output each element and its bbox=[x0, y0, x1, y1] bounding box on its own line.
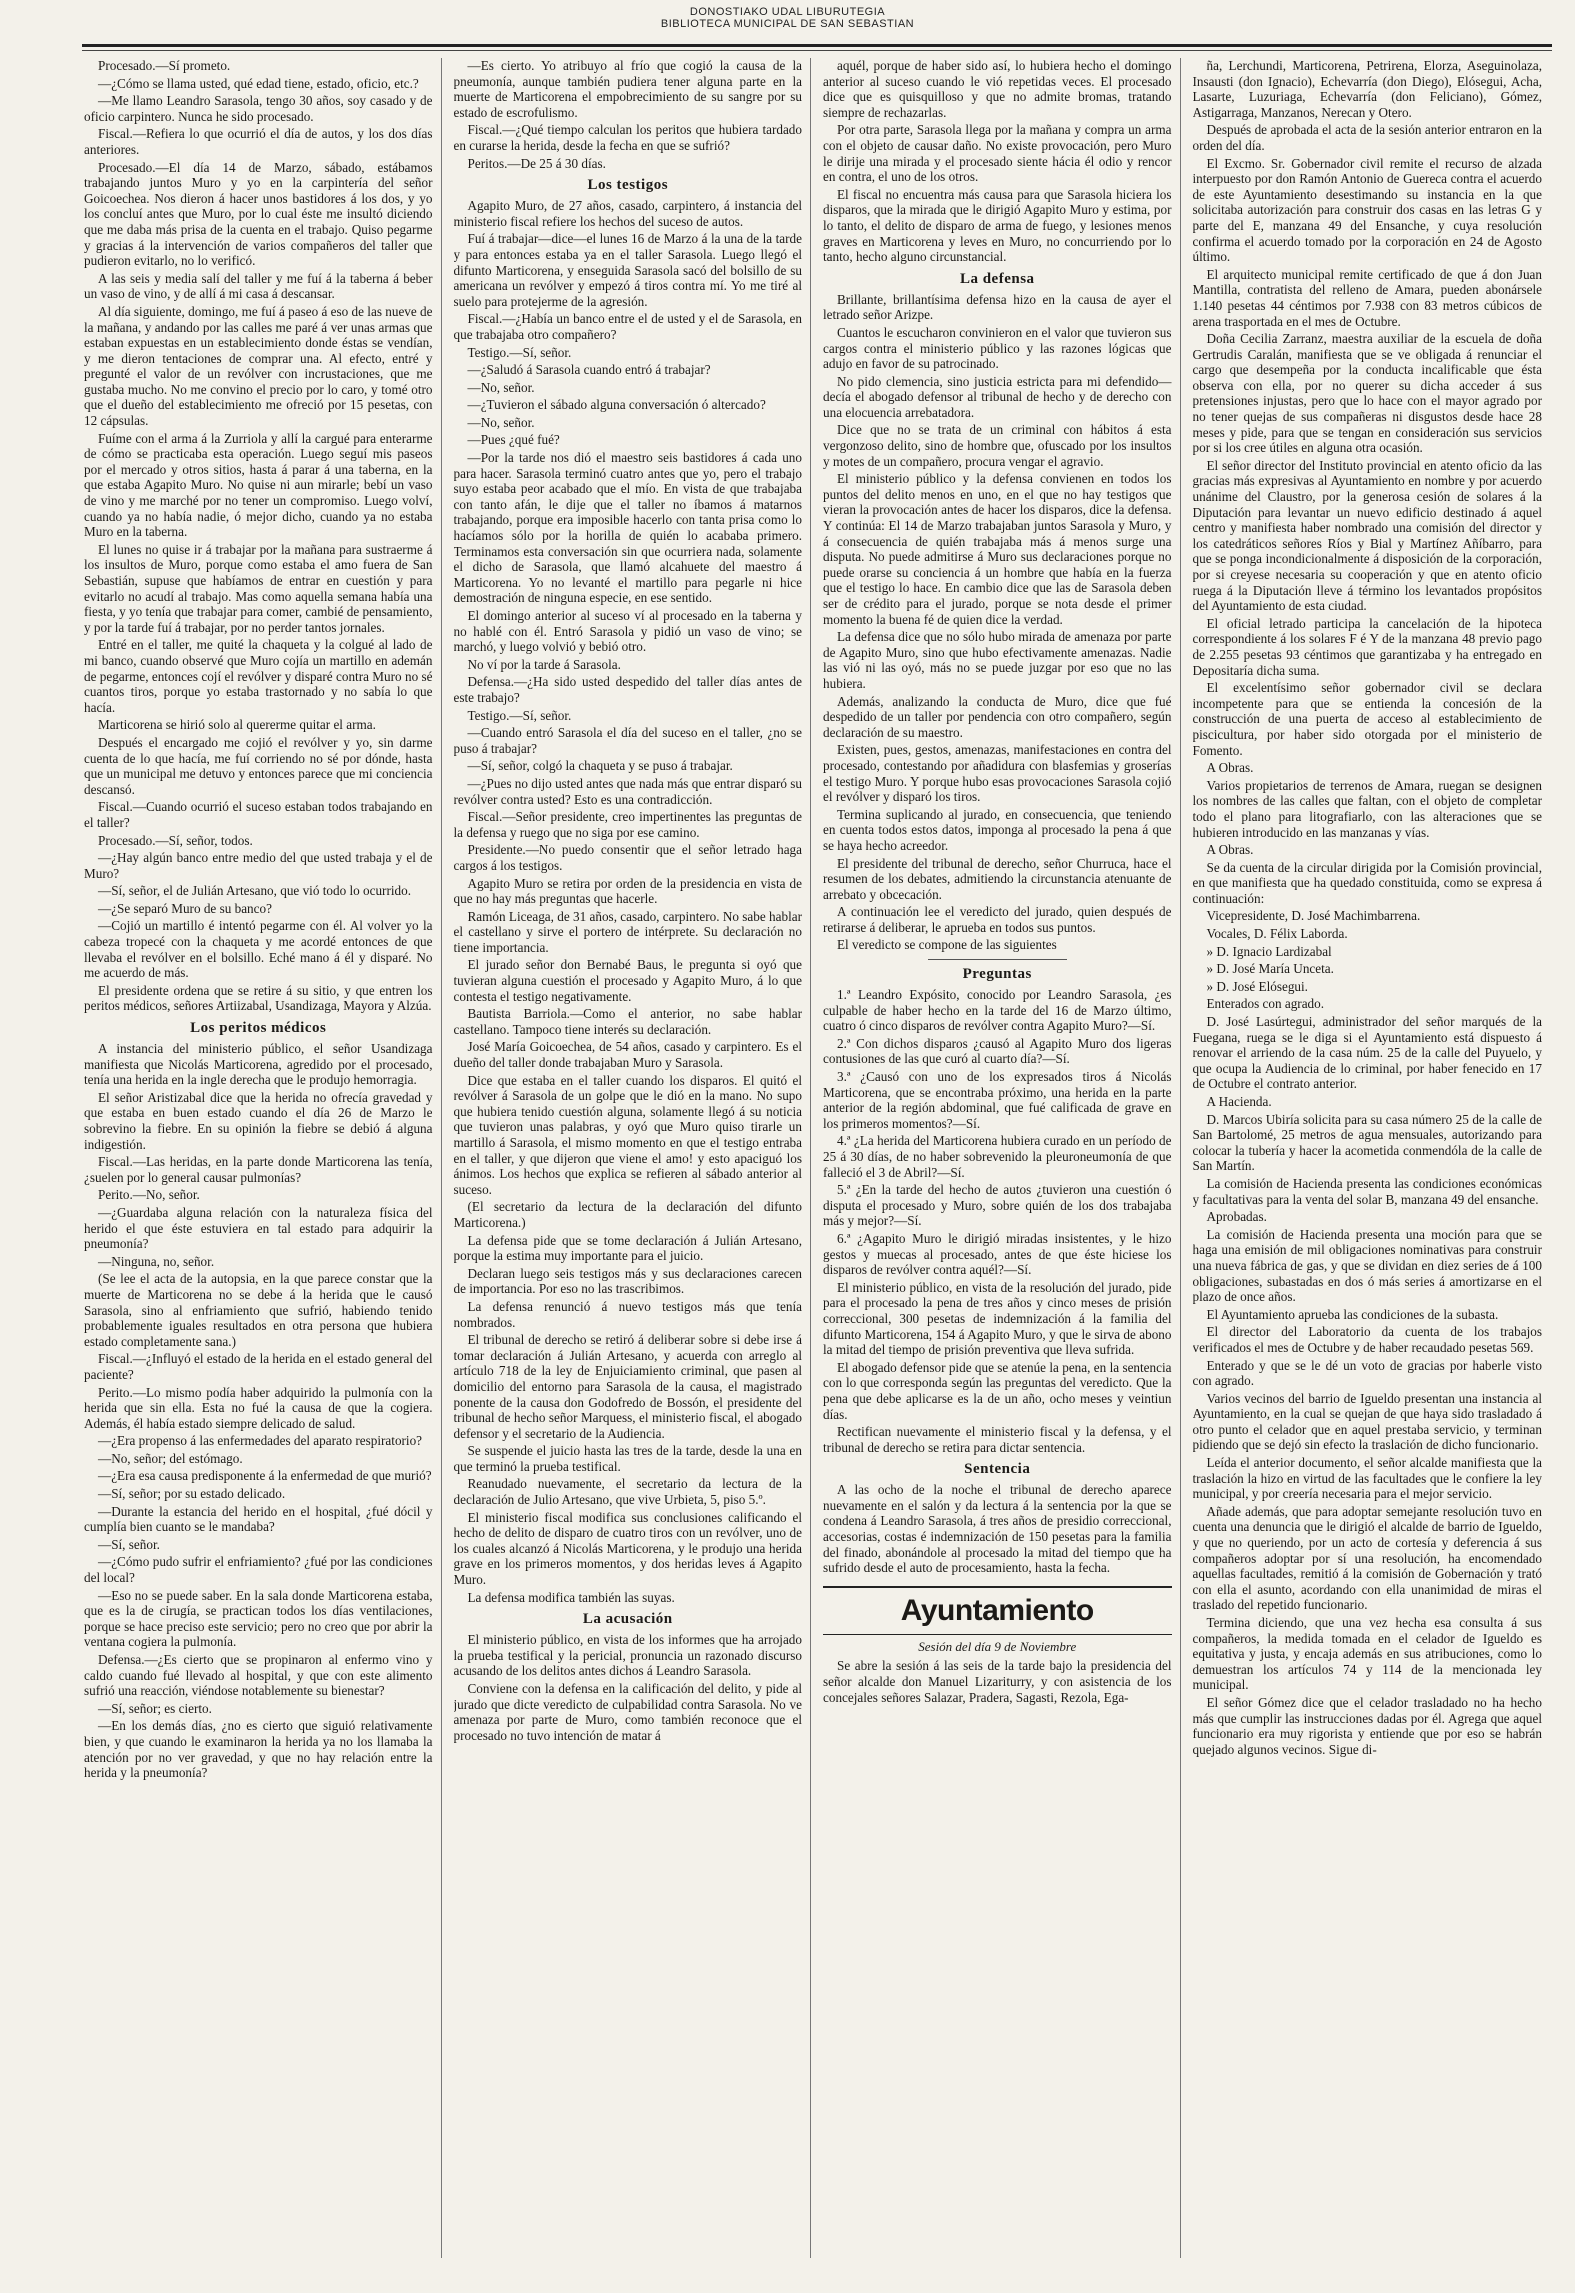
paragraph: —Pues ¿qué fué? bbox=[467, 432, 560, 448]
paragraph: Perito.—No, señor. bbox=[98, 1187, 200, 1203]
paragraph: Ramón Liceaga, de 31 años, casado, carpintero. No sabe hablar el castellano y sirve el portero de intérprete. Su declaración no tiene importancia. bbox=[453, 908, 802, 955]
paragraph: 2.ª Con dichos disparos ¿causó al Agapito Muro dos ligeras contusiones de las que curó al cuarto día?—Sí. bbox=[823, 1035, 1172, 1067]
paragraph: Termina suplicando al jurado, en consecuencia, que teniendo en cuenta todos estos datos, imponga al procesado la pena á que se haya hecho acreedor. bbox=[823, 806, 1172, 853]
paragraph: —Sí, señor; es cierto. bbox=[98, 1700, 212, 1716]
paragraph: Testigo.—Sí, señor. bbox=[467, 707, 572, 723]
paragraph: Perito.—Lo mismo podía haber adquirido la pulmonía con la herida que sin ella. Esta no fué la causa de que la cogiera. Además, él había estado siempre delicado de salud. bbox=[84, 1384, 433, 1431]
paragraph: » D. José Elósegui. bbox=[1206, 978, 1308, 994]
paragraph: Enterado y que se le dé un voto de gracias por haberle visto con agrado. bbox=[1192, 1357, 1542, 1389]
paragraph: (Se lee el acta de la autopsia, en la que parece constar que la muerte de Marticorena no se debe á la herida que le causó Sarasola, sino al enfriamiento que sufrió, habiendo tenido probablemente iguales resultados en otra persona que hubiera estado completamente sana.) bbox=[84, 1271, 433, 1349]
paragraph: Se da cuenta de la circular dirigida por la Comisión provincial, en que manifiesta que ha quedado constituida, como se expresa á continuación: bbox=[1192, 859, 1542, 906]
paragraph: Defensa.—¿Es cierto que se propinaron al enfermo vino y caldo cuando fué llevado al hospital, y que con este alimento sufrió una reacción, viéndose notablemente su bienestar? bbox=[84, 1652, 433, 1699]
paragraph: —Cuando entró Sarasola el día del suceso en el taller, ¿no se puso á trabajar? bbox=[453, 725, 802, 756]
paragraph: A Obras. bbox=[1206, 842, 1254, 858]
paragraph: 6.ª ¿Agapito Muro le dirigió miradas insistentes, y le hizo gestos y muecas al procesado, antes de que éste hiciese los disparos de revólver contra aquél?—Sí. bbox=[823, 1230, 1172, 1278]
paragraph: La defensa modifica también las suyas. bbox=[467, 1589, 675, 1605]
paragraph: El ministerio público y la defensa convienen en todos los puntos del delito menos en uno, en el que no hay testigos que vieran la provocación antes de hacer los disparos, dice la defensa. Y continúa: El 14 de Marzo trabajaban juntos Sarasola y Muro, y á consecuencia de quién trabajaba más á menos surge una disputa. No puede admitirse á Muro sus declaraciones porque no puede orarse su conciencia á un hombre que había en la fuerza que el testigo lo hace. En cambio dice que las de Sarasola deben ser de crédito para el jurado, porque se nota desde el primer momento la buena fé de quien dice la verdad. bbox=[823, 471, 1172, 627]
paragraph: Reanudado nuevamente, el secretario da lectura de la declaración de Julio Artesano, que vive Urbieta, 5, piso 5.º. bbox=[453, 1476, 802, 1508]
paragraph: Fiscal.—Señor presidente, creo impertinentes las preguntas de la defensa y ruego que no siga por ese camino. bbox=[453, 809, 802, 840]
section-heading: Preguntas bbox=[962, 966, 1032, 983]
paragraph: Fiscal.—Cuando ocurrió el suceso estaban todos trabajando en el taller? bbox=[84, 799, 433, 830]
column-3 bbox=[823, 58, 1181, 2258]
paragraph: El lunes no quise ir á trabajar por la mañana para sustraerme á los insultos de Muro, porque como estaba el amo fuera de San Sebastián, supuse que habíamos de entrar en cuestión y para evitarlo no acudí al trabajo. Mas como aquella semana había una fiesta, y yo tenía que trabajar para comer, cambié de pensamiento, y por la tarde fuí á trabajar, por no perder tantos jornales. bbox=[84, 541, 433, 635]
session-date: Sesión del día 9 de Noviembre bbox=[918, 1638, 1077, 1654]
paragraph: Varios vecinos del barrio de Igueldo presentan una instancia al Ayuntamiento, en la cual se quejan de que haya sido trasladado á otro punto el celador que en aquel prestaba servicio, y terminan pidiendo que se dejó sin efecto la traslación de dicho funcionario. bbox=[1192, 1390, 1542, 1453]
paragraph: La defensa renunció á nuevo testigos más que tenía nombrados. bbox=[453, 1298, 802, 1330]
paragraph: —¿Cómo pudo sufrir el enfriamiento? ¿fué por las condiciones del local? bbox=[84, 1554, 433, 1586]
paragraph: Además, analizando la conducta de Muro, dice que fué despedido de un taller por pendencia con otro compañero, según declaración de su maestro. bbox=[823, 693, 1172, 740]
column-4 bbox=[1193, 58, 1551, 2258]
paragraph: —Es cierto. Yo atribuyo al frío que cogió la causa de la pneumonía, aunque también pudiera tener alguna parte en la muerte de Marticorena el empobrecimiento de su sangre por su estado de escrofulismo. bbox=[453, 58, 802, 120]
stamp-line-1: DONOSTIAKO UDAL LIBURUTEGIA bbox=[689, 6, 886, 18]
paragraph: El ministerio público, en vista de la resolución del jurado, pide para el procesado la pena de tres años y cinco meses de prisión correccional, 300 pesetas de indemnización á la familia del difunto Marticorena, 154 á Agapito Muro, y que le sirva de abono la mitad del tiempo de prisión preventiva que lleva sufrida. bbox=[823, 1279, 1172, 1358]
paragraph: La defensa pide que se tome declaración á Julián Artesano, porque la estima muy importante para el juicio. bbox=[453, 1232, 802, 1264]
paragraph: —Cojió un martillo é intentó pegarme con él. Al volver yo la cabeza tropecé con la chaqueta y me acordé entonces de que llevaba el revólver en el bolsillo. Eché mano á él y disparé. No me acuerdo de más. bbox=[84, 918, 433, 981]
paragraph: El tribunal de derecho se retiró á deliberar sobre si debe irse á tomar declaración á Julián Artesano, y acuerda con arreglo al artículo 718 de la ley de Enjuiciamiento criminal, que pasen al domicilio del entorno para Sarasola de la causa, el magistrado ponente de la causa don Godofredo de Bossón, el presidente del tribunal de hecho señor Marquess, el ministerio fiscal, el abogado defensor y el secretario de la Audiencia. bbox=[453, 1332, 802, 1441]
paragraph: El Ayuntamiento aprueba las condiciones de la subasta. bbox=[1206, 1306, 1499, 1322]
paragraph: Aprobadas. bbox=[1206, 1209, 1267, 1225]
paragraph: Por otra parte, Sarasola llega por la mañana y compra un arma con el objeto de causar daño. No existe provocación, pero Muro le dirije una mirada y el procesado siente hácia él odio y rencor en contra, el uno de los otros. bbox=[823, 122, 1172, 185]
paragraph: 5.ª ¿En la tarde del hecho de autos ¿tuvieron una cuestión ó disputa el procesado y Muro, sobre quién de los dos trabajaba más y mejor?—Sí. bbox=[823, 1182, 1172, 1229]
paragraph: Fiscal.—¿Influyó el estado de la herida en el estado general del paciente? bbox=[84, 1351, 433, 1382]
paragraph: El ministerio público, en vista de los informes que ha arrojado la prueba testifical y la pericial, pronuncia un razonado discurso acusando de los delitos antes dichos á Leandro Sarasola. bbox=[453, 1632, 802, 1679]
separator bbox=[928, 959, 1067, 960]
paragraph: Fiscal.—¿Había un banco entre el de usted y el de Sarasola, en que trabajaba otro compañero? bbox=[453, 311, 802, 342]
paragraph: —No, señor. bbox=[467, 414, 535, 430]
paragraph: La defensa dice que no sólo hubo mirada de amenaza por parte de Agapito Muro, sino que hubo efectivamente amenazas. Nadie las vió ni las oyó, más no se puede juzgar por eso que no las hubiera. bbox=[823, 629, 1172, 691]
paragraph: José María Goicoechea, de 54 años, casado y carpintero. Es el dueño del taller donde trabajaban Muro y Sarasola. bbox=[453, 1039, 802, 1071]
paragraph: Procesado.—Sí prometo. bbox=[98, 58, 231, 73]
paragraph: A Obras. bbox=[1206, 760, 1254, 776]
paragraph: A las seis y media salí del taller y me fuí á la taberna á beber un vaso de vino, y de allí á mi casa á descansar. bbox=[84, 270, 433, 302]
paragraph: No pido clemencia, sino justicia estricta para mi defendido—decía el abogado defensor al tribunal de hecho y de derecho con una elocuencia arrebatadora. bbox=[823, 373, 1172, 420]
paragraph: Brillante, brillantísima defensa hizo en la causa de ayer el letrado señor Arizpe. bbox=[823, 291, 1172, 323]
paragraph: Existen, pues, gestos, amenazas, manifestaciones en contra del procesado, contestando por añadidura con blasfemias y groserías el testigo Muro. Y porque hubo esas provocaciones Sarasola cojió el revólver y disparó los tiros. bbox=[823, 742, 1172, 805]
paragraph: Fuíme con el arma á la Zurriola y allí la cargué para enterarme de cómo se practicaba esta operación. Luego seguí mis paseos por el mercado y otros sitios, hasta á parar á una taberna, en la que estaba Agapito Muro. No quise ni aun mirarle; bebí un vaso de vino y me marché por no tener un compromiso. Luego volví, cuando ya no había nadie, ó mejor dicho, cuando ya no estaba Muro en la taberna. bbox=[84, 430, 433, 540]
paragraph: —Me llamo Leandro Sarasola, tengo 30 años, soy casado y de oficio carpintero. Nunca he sido procesado. bbox=[84, 93, 433, 124]
paragraph: A instancia del ministerio público, el señor Usandizaga manifiesta que Nicolás Marticorena, agredido por el procesado, tenía una herida en la ingle derecha que le produjo hemorragia. bbox=[84, 1041, 433, 1088]
paragraph: Dice que estaba en el taller cuando los disparos. El quitó el revólver á Sarasola de un golpe que le dió en la mano. No supo que hubiera tenido cuestión alguna, solamente llegó á su noticia que tuvieron unas palabras, y oyó que Muro quiso tirarle un martillo á Sarasola, el mismo momento en que el testigo entraba en el taller, y que dijeron que viene el amo! y esto apaciguó los ánimos. Los hechos que explica se refieren al sábado anterior al suceso. bbox=[453, 1072, 802, 1197]
paragraph: —¿Guardaba alguna relación con la naturaleza física del herido el que éste estuviera en tal estado para adquirir la pneumonía? bbox=[84, 1204, 433, 1252]
paragraph: (El secretario da lectura de la declaración del difunto Marticorena.) bbox=[453, 1199, 802, 1230]
paragraph: D. José Lasúrtegui, administrador del señor marqués de la Fuegana, ruega se le diga si el Ayuntamiento está dispuesto á renovar el arriendo de la casa núm. 25 de la calle del Puyuelo, y que ocupa la Audiencia de lo criminal, por haber fenecido en 17 de Octubre el contrato anterior. bbox=[1192, 1014, 1542, 1092]
paragraph: Al día siguiente, domingo, me fuí á paseo á eso de las nueve de la mañana, y andando por las calles me paré á ver unas armas que estaban expuestas en un establecimiento donde éstas se vendían, y me dieron tentaciones de comprar una. Al efecto, entré y pregunté el valor de un revólver con incrustaciones, que me gustaba mucho. No me convino el precio por lo caro, y tomé otro que el dueño del establecimiento me ofreció por 15 pesetas, con 12 cápsulas. bbox=[84, 303, 433, 429]
paragraph: Fuí á trabajar—dice—el lunes 16 de Marzo á la una de la tarde y para entonces estaba ya en el taller Sarasola. Luego llegó el difunto Marticorena, y enseguida Sarasola sacó del bolsillo de su americana un revólver y empezó á tiros contra mí. Yo me tiré al suelo para protejerme de la agresión. bbox=[453, 231, 802, 309]
paragraph: 1.ª Leandro Expósito, conocido por Leandro Sarasola, ¿es culpable de haber hecho en la tarde del 16 de Marzo último, cuatro ó cinco disparos de revólver contra Agapito Muro?—Sí. bbox=[823, 987, 1172, 1034]
paragraph: Cuantos le escucharon convinieron en el valor que tuvieron sus cargos contra el ministerio público y las razones lógicas que adujo en favor de su patrocinado. bbox=[823, 324, 1172, 372]
paragraph: —Sí, señor, el de Julián Artesano, que vió todo lo ocurrido. bbox=[98, 883, 411, 899]
paragraph: Después de aprobada el acta de la sesión anterior entraron en la orden del día. bbox=[1192, 122, 1542, 153]
paragraph: El oficial letrado participa la cancelación de la hipoteca correspondiente á los solares F é Y de la manzana 48 previo pago de 2.255 pesetas 93 céntimos que garantizaba y ha entregado en Depositaría dicha suma. bbox=[1192, 615, 1542, 678]
paragraph: El Excmo. Sr. Gobernador civil remite el recurso de alzada interpuesto por don Ramón Antonio de Guereca contra el acuerdo de este Ayuntamiento desestimando su instancia en la que solicitaba autorización para construir dos casas en las letras G y parte del E, manzana 49 del Ensanche, y cuya resolución confirma el acuerdo tomado por la corporación en 24 de Agosto último. bbox=[1192, 155, 1542, 265]
paragraph: —En los demás días, ¿no es cierto que siguió relativamente bien, y que cuando le examinaron la herida ya no los llamaba la atención por no ver gravedad, y que no hay relación entre la herida y la pneumonía? bbox=[84, 1718, 433, 1781]
paragraph: Termina diciendo, que una vez hecha esa consulta á sus compañeros, la medida tomada en el celador de Igueldo es equitativa y justa, y encaja además en sus atribuciones, como lo demuestran los artículos 74 y 114 de la mencionada ley municipal. bbox=[1192, 1615, 1542, 1693]
ayuntamiento-title: Ayuntamiento bbox=[823, 1586, 1172, 1635]
top-rule bbox=[82, 44, 1552, 47]
paragraph: Procesado.—Sí, señor, todos. bbox=[98, 832, 253, 848]
library-stamp bbox=[0, 6, 1575, 30]
paragraph: Conviene con la defensa en la calificación del delito, y pide al jurado que dicte veredicto de culpabilidad contra Sarasola. No ve amenaza por parte de Muro, como también reconoce que el procesado no tuvo intención de matar á bbox=[453, 1681, 802, 1743]
paragraph: —¿Pues no dijo usted antes que nada más que entrar disparó su revólver contra usted? Esto es una contradicción. bbox=[453, 775, 802, 807]
section-heading: Los testigos bbox=[587, 177, 669, 194]
paragraph: El presidente ordena que se retire á su sitio, y que entren los peritos médicos, señores Artiizabal, Usandizaga, Mayora y Alzúa. bbox=[84, 982, 433, 1014]
paragraph: Se suspende el juicio hasta las tres de la tarde, desde la una en que terminó la prueba testifical. bbox=[453, 1443, 802, 1474]
paragraph: Defensa.—¿Ha sido usted despedido del taller días antes de este trabajo? bbox=[453, 674, 802, 705]
section-heading: La acusación bbox=[582, 1611, 673, 1628]
paragraph: Se abre la sesión á las seis de la tarde bajo la presidencia del señor alcalde don Manuel Lizariturry, y con asistencia de los concejales señores Salazar, Pradera, Sagasti, Rezola, Ega- bbox=[823, 1658, 1172, 1705]
paragraph: La comisión de Hacienda presenta una moción para que se haga una emisión de mil obligaciones nominativas para construir una nueva fábrica de gas, y que se dividan en diez series de á 100 obligaciones, subastadas en dos ó más series á amortizarse en el plazo de once años. bbox=[1192, 1226, 1542, 1305]
paragraph: El arquitecto municipal remite certificado de que á don Juan Mantilla, contratista del relleno de Amara, pueden abonársele 1.140 pesetas 44 céntimos por 7.938 con 83 metros cúbicos de arena trasportada en el mes de Octubre. bbox=[1192, 266, 1542, 329]
paragraph: Doña Cecilia Zarranz, maestra auxiliar de la escuela de doña Gertrudis Caralán, manifiesta que se ve obligada á renunciar el cargo que desempeña por la conducta incalificable que ésta observa con ella, por no querer su dicha acceder á sus pretensiones injustas, pero que lo hace con el mayor agrado por no tener quejas de sus compañeras ni disgustos desde hace 28 meses y pide, para que se tengan en consideración sus servicios por si los cree útiles en alguna otra ocasión. bbox=[1192, 331, 1542, 456]
paragraph: Presidente.—No puedo consentir que el señor letrado haga cargos á los testigos. bbox=[453, 842, 802, 873]
paragraph: Agapito Muro, de 27 años, casado, carpintero, á instancia del ministerio fiscal refiere los hechos del suceso de autos. bbox=[453, 198, 802, 229]
paragraph: Dice que no se trata de un criminal con hábitos á esta vergonzoso delito, sino de hombre que, ofuscado por los insultos y motes de un compañero, procura vengar el agravio. bbox=[823, 422, 1172, 469]
paragraph: El señor Gómez dice que el celador trasladado no ha hecho más que cumplir las instrucciones dadas por él. Agrega que aquel funcionario era muy rigorista y entiende que por eso se habrán quejado algunos vecinos. Sigue di- bbox=[1192, 1694, 1542, 1757]
top-rule-thin bbox=[82, 50, 1552, 51]
paragraph: El veredicto se compone de las siguientes bbox=[837, 937, 1057, 953]
paragraph: Varios propietarios de terrenos de Amara, ruegan se designen los nombres de las calles que faltan, con el objeto de completar todo el plano para litografiarlo, con las alteraciones que se hubieren introducido en las manzanas y vías. bbox=[1192, 777, 1542, 840]
newspaper-columns bbox=[84, 58, 1550, 2258]
paragraph: Fiscal.—¿Qué tiempo calculan los peritos que hubiera tardado en curarse la herida, desde la fecha en que se sufrió? bbox=[453, 122, 802, 153]
paragraph: —¿Era esa causa predisponente á la enfermedad de que murió? bbox=[98, 1468, 432, 1484]
column-1 bbox=[84, 58, 442, 2258]
paragraph: —Sí, señor. bbox=[98, 1536, 160, 1552]
paragraph: El ministerio fiscal modifica sus conclusiones calificando el hecho de delito de disparo de cuatro tiros con un revólver, uno de los cuales alcanzó á Nicolás Marticorena, y le produjo una herida grave en los primeros momentos, y dos heridas leves á Agapito Muro. bbox=[453, 1509, 802, 1588]
paragraph: —Por la tarde nos dió el maestro seis bastidores á cada uno para hacer. Sarasola terminó cuatro antes que yo, pero el trabajo suyo estaba peor acabado que el mío. En vista de que trabajaba con tanto afán, le dije que el taller no íbamos á matarnos trabajando, porque era imposible hacerlo con tanta prisa como lo hacíamos sólo por la horilla de quién lo acababa primero. Terminamos esta conversación sin que ocurriera nada, solamente el dicho de Sarasola, que llamó alcahuete del maestro á Marticorena. Yo no levanté el martillo para pegarle ni hice demostración de ninguna especie, en ese sentido. bbox=[453, 450, 802, 606]
paragraph: Vicepresidente, D. José Machimbarrena. bbox=[1206, 908, 1421, 924]
paragraph: Entré en el taller, me quité la chaqueta y la colgué al lado de mi banco, cuando observé que Muro cojía un martillo en ademán de pegarme, entonces cojí el revólver y disparé contra Muro no sé cuantos tiros, porque yo estaba trastornado y no sabía lo que hacía. bbox=[84, 637, 433, 715]
paragraph: Bautista Barriola.—Como el anterior, no sabe hablar castellano. Tampoco tiene interés su declaración. bbox=[453, 1006, 802, 1037]
paragraph: —No, señor; del estómago. bbox=[98, 1450, 243, 1466]
paragraph: —Ninguna, no, señor. bbox=[98, 1253, 215, 1269]
paragraph: Fiscal.—Refiera lo que ocurrió el día de autos, y los dos días anteriores. bbox=[84, 126, 433, 157]
paragraph: Fiscal.—Las heridas, en la parte donde Marticorena las tenía, ¿suelen por lo general causar pulmonías? bbox=[84, 1154, 433, 1185]
paragraph: El jurado señor don Bernabé Baus, le pregunta si oyó que tuvieran alguna cuestión el procesado y Agapito Muro, á lo que contesta el testigo negativamente. bbox=[453, 957, 802, 1004]
paragraph: El presidente del tribunal de derecho, señor Churruca, hace el resumen de los debates, admitiendo la circunstancia atenuante de arrebato y obcecación. bbox=[823, 855, 1172, 902]
section-heading: Sentencia bbox=[964, 1461, 1031, 1478]
paragraph: —¿Hay algún banco entre medio del que usted trabaja y el de Muro? bbox=[84, 850, 433, 881]
paragraph: 4.ª ¿La herida del Marticorena hubiera curado en un período de 25 á 30 días, de no haber sobrevenido la pleuroneumonía de que falleció el 3 de Abril?—Sí. bbox=[823, 1133, 1172, 1180]
section-heading: La defensa bbox=[959, 270, 1035, 287]
paragraph: El abogado defensor pide que se atenúe la pena, en la sentencia con lo que corresponda según las preguntas del veredicto. Que la pena que debe aplicarse es la de un año, ocho meses y veintiun días. bbox=[823, 1359, 1172, 1422]
paragraph: La comisión de Hacienda presenta las condiciones económicas y facultativas para la venta del solar B, manzana 49 del ensanche. bbox=[1192, 1175, 1542, 1207]
paragraph: Testigo.—Sí, señor. bbox=[467, 344, 572, 360]
paragraph: Vocales, D. Félix Laborda. bbox=[1206, 926, 1348, 942]
paragraph: El señor director del Instituto provincial en atento oficio da las gracias más expresivas al Ayuntamiento en nombre y por acuerdo unánime del Claustro, por la generosa cesión de solares á la Diputación para levantar un nuevo edificio destinado á aquel centro y manifiesta haber nombrado una comisión del director y los catedráticos señores Ríos y Bial y Martínez Añíbarro, para que se ponga incondicionalmente á disposición de la corporación, por si creyese necesaria su cooperación y que en atento oficio ruega á la Diputación lleve á término los levantados propósitos del Ayuntamiento de esta ciudad. bbox=[1192, 457, 1542, 614]
paragraph: aquél, porque de haber sido así, lo hubiera hecho el domingo anterior al suceso cuando le vió repetidas veces. El procesado dice que es quisquilloso y que no admite bromas, tratando siempre de rechazarlas. bbox=[823, 58, 1172, 120]
paragraph: —No, señor. bbox=[467, 379, 535, 395]
paragraph: 3.ª ¿Causó con uno de los expresados tiros á Nicolás Marticorena, que se encontraba próximo, una herida en la parte anterior de la región abdominal, que fué calificada de grave en los primeros momentos?—Sí. bbox=[823, 1069, 1172, 1131]
paragraph: D. Marcos Ubiría solicita para su casa número 25 de la calle de San Bartolomé, 25 metros de agua mensuales, autorizando para colocar la tubería y hacer la acometida conmendóla de la calle de San Martín. bbox=[1192, 1111, 1542, 1174]
paragraph: —¿Se separó Muro de su banco? bbox=[98, 900, 272, 916]
paragraph: Marticorena se hirió solo al quererme quitar el arma. bbox=[98, 717, 376, 733]
paragraph: El fiscal no encuentra más causa para que Sarasola hiciera los disparos, que la mirada que le dirigió Agapito Muro y estima, por lo tanto, el delito de disparo de arma de fuego, y lesiones menos graves en Marticorena y leves en Muro, no concurriendo por lo tanto, hecho alguno circunstancial. bbox=[823, 186, 1172, 265]
paragraph: El señor Aristizabal dice que la herida no ofrecía gravedad y que estaba en buen estado cuando el día 26 de Marzo le sobrevino la fiebre. En su opinión la fiebre se debió á alguna indigestión. bbox=[84, 1089, 433, 1152]
paragraph: El domingo anterior al suceso ví al procesado en la taberna y no hablé con él. Entró Sarasola y pidió un vaso de vino; se marchó, y luego volvió y bebió otro. bbox=[453, 608, 802, 655]
paragraph: El excelentísimo señor gobernador civil se declara incompetente para que se entienda la concesión de la construcción de una puerta de acceso al establecimiento de piscicultura, por haber sido otorgada por el ministerio de Fomento. bbox=[1192, 680, 1542, 758]
paragraph: El director del Laboratorio da cuenta de los trabajos verificados el mes de Octubre y de haber recaudado pesetas 569. bbox=[1192, 1324, 1542, 1355]
paragraph: Peritos.—De 25 á 30 días. bbox=[467, 155, 606, 171]
paragraph: —¿Tuvieron el sábado alguna conversación ó altercado? bbox=[467, 397, 766, 413]
paragraph: —Durante la estancia del herido en el hospital, ¿fué dócil y cumplía bien cuanto se le mandaba? bbox=[84, 1503, 433, 1535]
paragraph: Declaran luego seis testigos más y sus declaraciones carecen de importancia. Por eso no las trascribimos. bbox=[453, 1265, 802, 1297]
paragraph: Después el encargado me cojió el revólver y yo, sin darme cuenta de lo que hacía, me fuí corriendo no sé por dónde, hasta que un municipal me detuvo y entonces parece que mi conciencia descansó. bbox=[84, 734, 433, 797]
paragraph: —Eso no se puede saber. En la sala donde Marticorena estaba, que es la de cirugía, se practican todos los días ventilaciones, porque se hace preciso este servicio; pero no creo que por abrir la ventana cogiera la pulmonía. bbox=[84, 1587, 433, 1650]
paragraph: » D. Ignacio Lardizabal bbox=[1206, 943, 1332, 959]
paragraph: ña, Lerchundi, Marticorena, Petrirena, Elorza, Aseguinolaza, Insausti (don Ignacio), Echevarría (don Diego), Elósegui, Acha, Lasarte, Luzuriaga, Echevarría (don Feliciano), Gómez, Astigarraga, Manzanos, Nerecan y Otero. bbox=[1192, 58, 1542, 120]
paragraph: Enterados con agrado. bbox=[1206, 996, 1325, 1012]
paragraph: —Sí, señor, colgó la chaqueta y se puso á trabajar. bbox=[467, 758, 733, 774]
paragraph: » D. José María Unceta. bbox=[1206, 961, 1334, 977]
paragraph: Rectifican nuevamente el ministerio fiscal y la defensa, y el tribunal de derecho se retira para dictar sentencia. bbox=[823, 1424, 1172, 1455]
paragraph: A Hacienda. bbox=[1206, 1094, 1272, 1109]
paragraph: A continuación lee el veredicto del jurado, quien después de retirarse á deliberar, le aprueba en todos sus puntos. bbox=[823, 904, 1172, 935]
paragraph: —Sí, señor; por su estado delicado. bbox=[98, 1486, 286, 1502]
paragraph: —¿Cómo se llama usted, qué edad tiene, estado, oficio, etc.? bbox=[98, 75, 419, 91]
paragraph: Procesado.—El día 14 de Marzo, sábado, estábamos trabajando juntos Muro y yo en la carpintería del señor Goicoechea. Nos dieron á hacer unos bastidores á los dos, y yo los concluí antes que Muro, por lo cual éste me insultó diciendo que me daba más prisa de la cuenta en el trabajo. Quiso pegarme y gracias á la intervención de varios compañeros del taller que pudieron evitarlo, no lo verificó. bbox=[84, 159, 433, 269]
stamp-line-2: BIBLIOTECA MUNICIPAL DE SAN SEBASTIAN bbox=[660, 18, 915, 30]
paragraph: Agapito Muro se retira por orden de la presidencia en vista de que no hay más preguntas que hacerle. bbox=[453, 875, 802, 907]
paragraph: A las ocho de la noche el tribunal de derecho aparece nuevamente en el salón y da lectura á la sentencia por la que se condena á Leandro Sarasola, á tres años de presidio correccional, accesorias, costas é indemnización de 150 pesetas para la familia del finado, abonándole al procesado la mitad del tiempo que ha sufrido desde el auto de procesamiento, hasta la fecha. bbox=[823, 1482, 1172, 1576]
column-2 bbox=[454, 58, 812, 2258]
paragraph: Añade además, que para adoptar semejante resolución tuvo en cuenta una denuncia que le dirigió el alcalde de barrio de Igueldo, y que no queriendo, por un acto de cortesía y deferencia á sus compañeros adoptar por sí una resolución, ha encomendado aquellas facultades, remitió á la comisión de Gobernación y trató con ella el asunto, acordando con ella unanimidad de miras el traslado del repetido funcionario. bbox=[1192, 1503, 1542, 1613]
section-heading: Los peritos médicos bbox=[190, 1020, 327, 1037]
paragraph: Leída el anterior documento, el señor alcalde manifiesta que la traslación la hizo en virtud de las facultades que le confiere la ley municipal, y por creería necesaria para el mejor servicio. bbox=[1192, 1455, 1542, 1502]
paragraph: No ví por la tarde á Sarasola. bbox=[467, 656, 621, 672]
paragraph: —¿Era propenso á las enfermedades del aparato respiratorio? bbox=[98, 1433, 423, 1449]
paragraph: —¿Saludó á Sarasola cuando entró á trabajar? bbox=[467, 362, 711, 378]
